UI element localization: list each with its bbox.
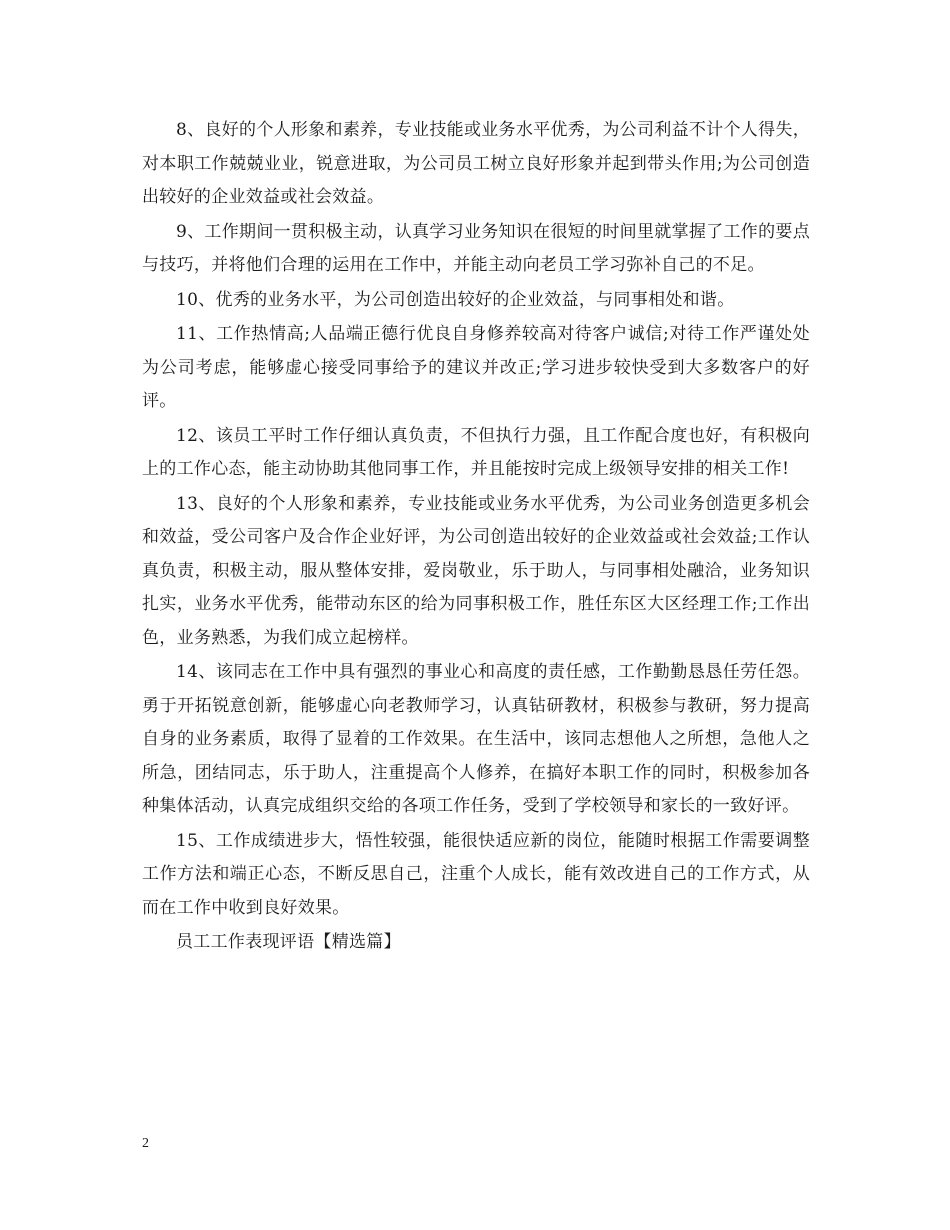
paragraph-item-11: 11、工作热情高;人品端正德行优良自身修养较高对待客户诚信;对待工作严谨处处为公司考虑，能够虚心接受同事给予的建议并改正;学习进步较快受到大多数客户的好评。 xyxy=(142,324,810,411)
paragraph-item-8: 8、良好的个人形象和素养，专业技能或业务水平优秀，为公司利益不计个人得失，对本职工作兢兢业业，锐意进取，为公司员工树立良好形象并起到带头作用;为公司创造出较好的企业效益或社会效益。 xyxy=(142,120,810,207)
paragraph-item-9: 9、工作期间一贯积极主动，认真学习业务知识在很短的时间里就掌握了工作的要点与技巧，并将他们合理的运用在工作中，并能主动向老员工学习弥补自己的不足。 xyxy=(142,221,810,275)
paragraph-item-10: 10、优秀的业务水平，为公司创造出较好的企业效益，与同事相处和谐。 xyxy=(176,289,735,310)
section-heading: 员工工作表现评语【精选篇】 xyxy=(176,932,401,952)
paragraph-item-12: 12、该员工平时工作仔细认真负责，不但执行力强，且工作配合度也好，有积极向上的工作心态，能主动协助其他同事工作，并且能按时完成上级领导安排的相关工作! xyxy=(142,425,810,479)
paragraph-item-15: 15、工作成绩进步大，悟性较强，能很快适应新的岗位，能随时根据工作需要调整工作方法和端正心态，不断反思自己，注重个人成长，能有效改进自己的工作方式，从而在工作中收到良好效果。 xyxy=(142,830,810,918)
paragraph-item-13: 13、良好的个人形象和素养，专业技能或业务水平优秀，为公司业务创造更多机会和效益，受公司客户及合作企业好评，为公司创造出较好的企业效益或社会效益;工作认真负责，积极主动，服从整体安排，爱岗敬业，乐于助人，与同事相处融洽，业务知识扎实，业务水平优秀，能带动东区的给为同事积极工作，胜任东区大区经理工作;工作出色，业务熟悉，为我们成立起榜样。 xyxy=(142,493,810,648)
page-number: 2 xyxy=(142,1136,149,1151)
document-body xyxy=(142,114,810,961)
paragraph-item-14: 14、该同志在工作中具有强烈的事业心和高度的责任感，工作勤勤恳恳任劳任怨。勇于开拓锐意创新，能够虚心向老教师学习，认真钻研教材，积极参与教研，努力提高自身的业务素质，取得了显着的工作效果。在生活中，该同志想他人之所想，急他人之所急，团结同志，乐于助人，注重提高个人修养，在搞好本职工作的同时，积极参加各种集体活动，认真完成组织交给的各项工作任务，受到了学校领导和家长的一致好评。 xyxy=(142,662,810,816)
